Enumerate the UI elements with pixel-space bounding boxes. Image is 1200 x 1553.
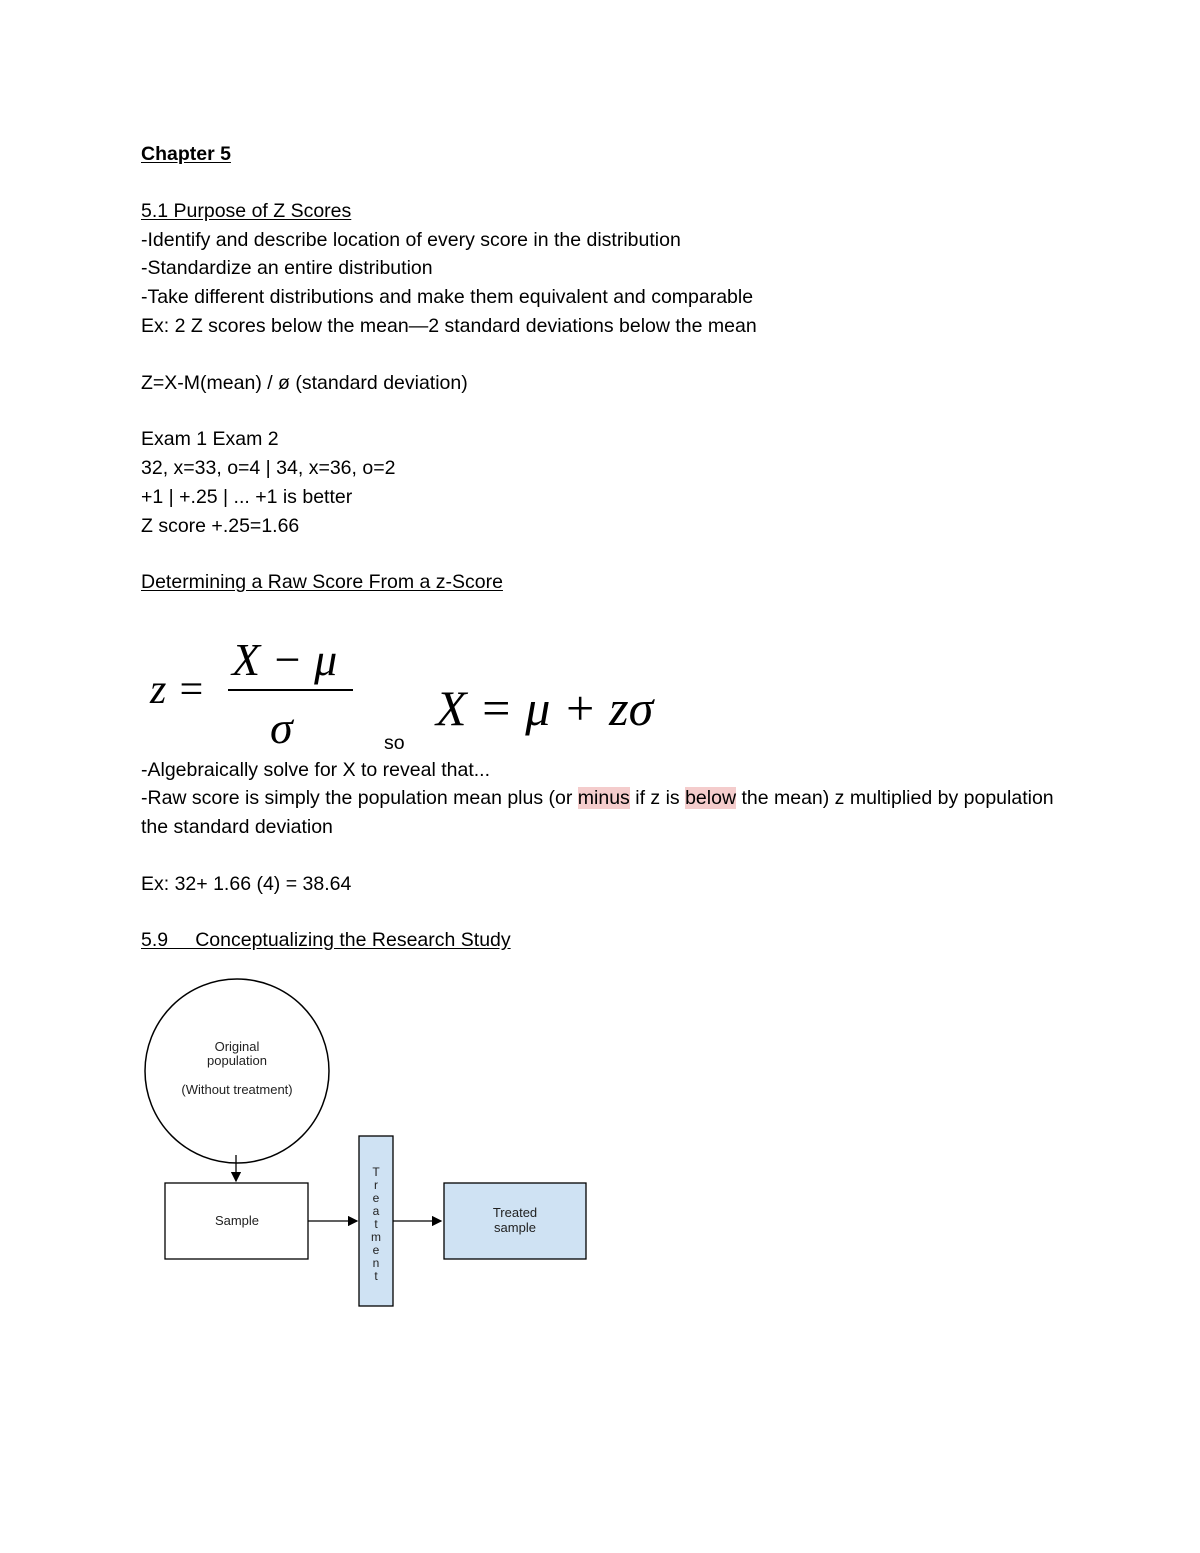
section-heading-raw-score: Determining a Raw Score From a z-Score bbox=[141, 571, 503, 593]
circle-label-line3: (Without treatment) bbox=[181, 1082, 293, 1097]
treatment-letter: a bbox=[372, 1204, 380, 1218]
so-label: so bbox=[384, 732, 405, 754]
treated-label-line1: Treated bbox=[492, 1205, 538, 1220]
example-line: Ex: 2 Z scores below the mean—2 standard deviations below the mean bbox=[141, 315, 757, 337]
treatment-letter: t bbox=[374, 1217, 378, 1231]
equation-x: X = μ + zσ bbox=[436, 680, 654, 736]
chapter-title: Chapter 5 bbox=[141, 143, 231, 165]
z-formula-text: Z=X-M(mean) / ø (standard deviation) bbox=[141, 372, 468, 394]
treatment-letter: m bbox=[371, 1230, 381, 1244]
raw-score-example: Ex: 32+ 1.66 (4) = 38.64 bbox=[141, 873, 352, 895]
bullet-line: -Identify and describe location of every score in the distribution bbox=[141, 229, 681, 251]
treatment-letter: t bbox=[374, 1269, 378, 1283]
section-heading-5-9: 5.9 Conceptualizing the Research Study bbox=[141, 929, 511, 951]
treatment-letter: e bbox=[372, 1243, 380, 1257]
sample-label: Sample bbox=[214, 1213, 260, 1228]
bullet-line: -Take different distributions and make them equivalent and comparable bbox=[141, 286, 754, 308]
z-score-line: Z score +.25=1.66 bbox=[141, 515, 300, 537]
explanation-text: the mean) z multiplied by population the standard deviation bbox=[141, 787, 1054, 838]
circle-label-line2: population bbox=[207, 1053, 267, 1068]
treatment-letter: T bbox=[372, 1165, 380, 1179]
explanation-text: if z is bbox=[629, 787, 686, 809]
bullet-line: -Standardize an entire distribution bbox=[141, 257, 433, 279]
population-circle bbox=[145, 979, 329, 1163]
highlight-below: below bbox=[685, 787, 737, 809]
equation-z-denominator: σ bbox=[270, 702, 293, 753]
exam-header: Exam 1 Exam 2 bbox=[141, 428, 279, 450]
circle-label-line1: Original bbox=[214, 1039, 260, 1054]
algebra-line: -Algebraically solve for X to reveal that... bbox=[141, 759, 490, 781]
exam-compare: +1 | +.25 | ... +1 is better bbox=[141, 486, 353, 508]
treatment-letter: e bbox=[372, 1191, 380, 1205]
section-heading-5-1: 5.1 Purpose of Z Scores bbox=[141, 200, 352, 222]
equation-z-lhs: z = bbox=[150, 667, 206, 713]
treated-label-line2: sample bbox=[494, 1220, 536, 1235]
treatment-letter: n bbox=[372, 1256, 380, 1270]
exam-values: 32, x=33, o=4 | 34, x=36, o=2 bbox=[141, 457, 396, 479]
equation-z-numerator: X − μ bbox=[232, 634, 338, 685]
treatment-letter: r bbox=[374, 1178, 378, 1192]
highlight-minus: minus bbox=[577, 787, 630, 809]
explanation-text: -Raw score is simply the population mean plus (or bbox=[141, 787, 578, 809]
